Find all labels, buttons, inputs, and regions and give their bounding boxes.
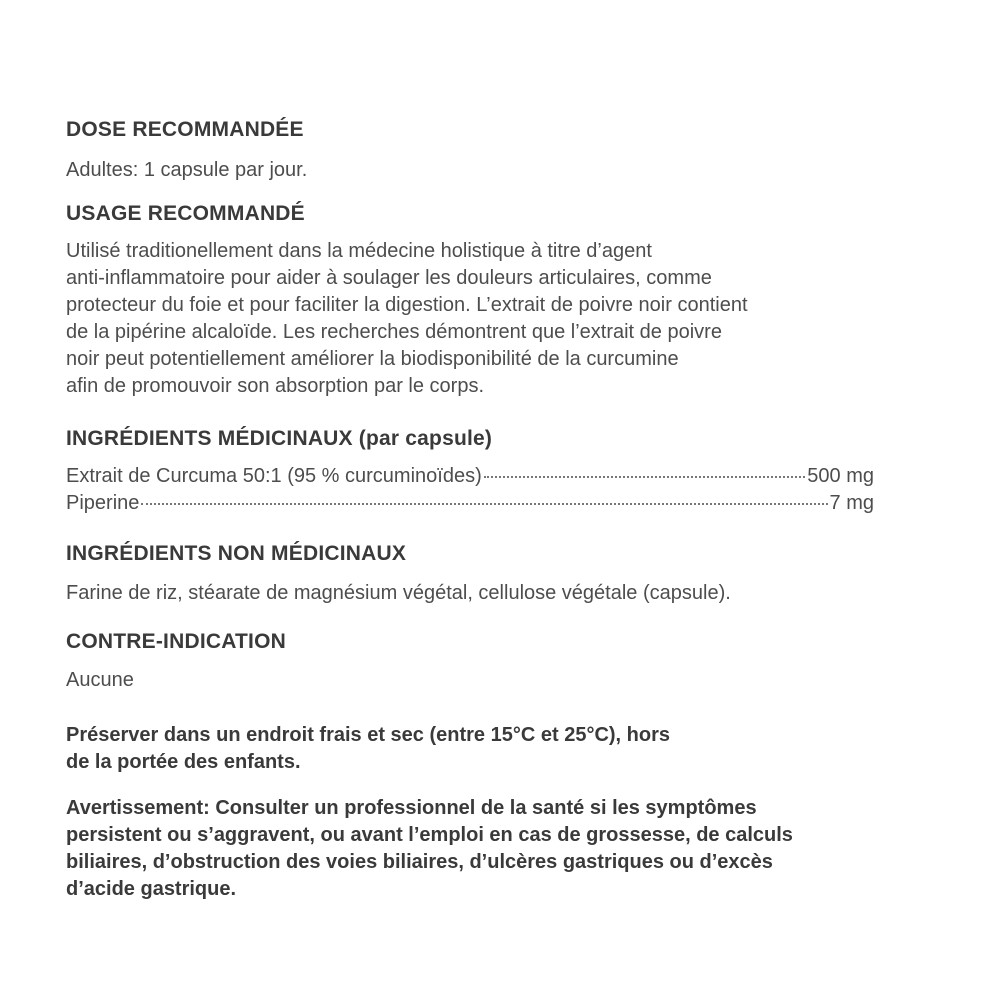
storage-line: Préserver dans un endroit frais et sec (entre 15°C et 25°C), hors	[66, 724, 670, 746]
non-medicinal-heading: INGRÉDIENTS NON MÉDICINAUX	[66, 542, 407, 565]
usage-line: Utilisé traditionellement dans la médecine holistique à titre d’agent	[66, 240, 652, 262]
non-medicinal-text: Farine de riz, stéarate de magnésium végétal, cellulose végétale (capsule).	[66, 582, 731, 604]
ingredient-name: Extrait de Curcuma 50:1 (95 % curcuminoïdes)	[66, 465, 482, 487]
dot-leader	[484, 476, 806, 478]
usage-line: afin de promouvoir son absorption par le corps.	[66, 375, 485, 397]
ingredient-row-piperine	[66, 492, 874, 515]
contraindication-heading: CONTRE-INDICATION	[66, 630, 286, 653]
usage-line: protecteur du foie et pour faciliter la digestion. L’extrait de poivre noir contient	[66, 294, 748, 316]
ingredient-row-curcuma	[66, 465, 874, 488]
medicinal-heading: INGRÉDIENTS MÉDICINAUX (par capsule)	[66, 427, 493, 450]
contraindication-text: Aucune	[66, 669, 134, 691]
warning-text	[66, 795, 976, 903]
storage-line: de la portée des enfants.	[66, 751, 301, 773]
dot-leader	[141, 503, 827, 505]
ingredient-name: Piperine	[66, 492, 140, 514]
ingredient-amount: 500 mg	[807, 465, 874, 487]
warning-line: Avertissement: Consulter un professionnel de la santé si les symptômes	[66, 797, 757, 819]
warning-line: persistent ou s’aggravent, ou avant l’emploi en cas de grossesse, de calculs	[66, 824, 793, 846]
storage-text	[66, 722, 976, 776]
usage-line: anti-inflammatoire pour aider à soulager les douleurs articulaires, comme	[66, 267, 712, 289]
dose-text: Adultes: 1 capsule par jour.	[66, 159, 308, 181]
usage-text	[66, 238, 976, 400]
usage-line: de la pipérine alcaloïde. Les recherches démontrent que l’extrait de poivre	[66, 321, 722, 343]
warning-line: biliaires, d’obstruction des voies biliaires, d’ulcères gastriques ou d’excès	[66, 851, 773, 873]
usage-heading: USAGE RECOMMANDÉ	[66, 202, 305, 225]
ingredient-amount: 7 mg	[829, 492, 874, 514]
dose-heading: DOSE RECOMMANDÉE	[66, 118, 304, 141]
warning-line: d’acide gastrique.	[66, 878, 237, 900]
usage-line: noir peut potentiellement améliorer la biodisponibilité de la curcumine	[66, 348, 679, 370]
